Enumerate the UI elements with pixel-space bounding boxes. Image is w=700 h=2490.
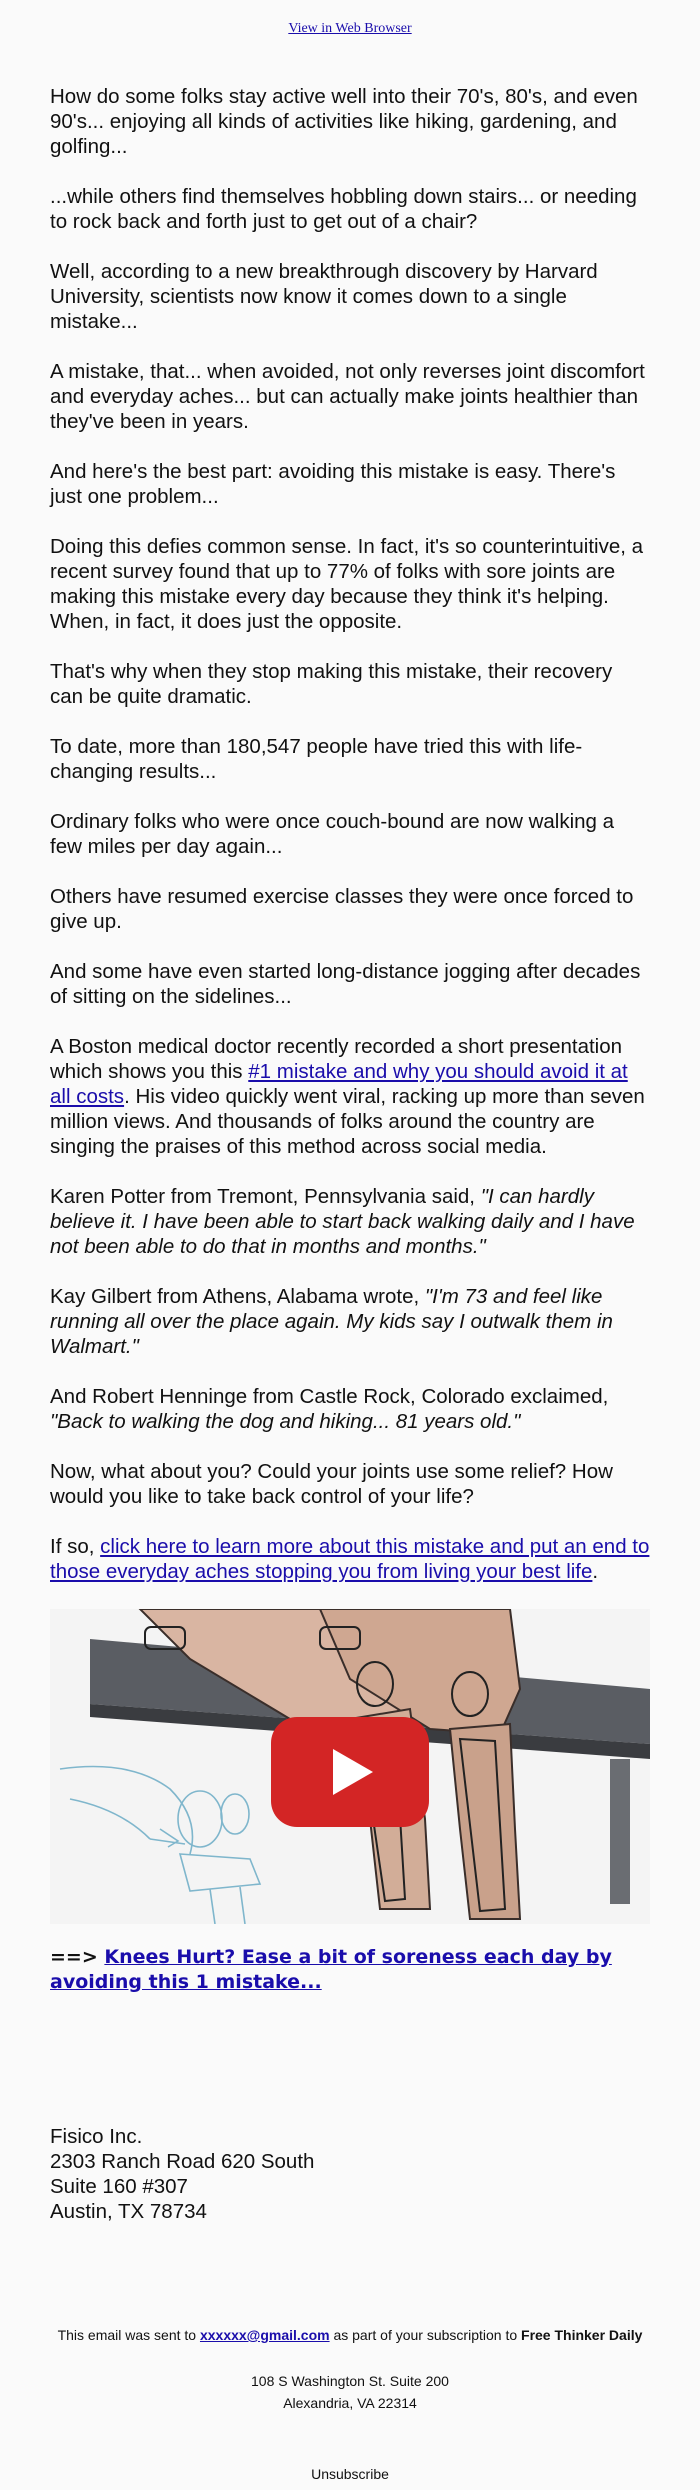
question-paragraph: Now, what about you? Could your joints use some relief? How would you like to take back control of your life?	[50, 1460, 613, 1508]
unsubscribe-link[interactable]: Unsubscribe	[311, 2466, 389, 2482]
view-in-browser-link[interactable]: View in Web Browser	[288, 21, 412, 36]
footer-address	[0, 2370, 700, 2414]
newsletter-name: Free Thinker Daily	[521, 2327, 643, 2343]
cta-block	[50, 1945, 650, 1995]
testimonial-intro: Karen Potter from Tremont, Pennsylvania said,	[50, 1185, 481, 1208]
testimonial	[50, 1184, 650, 1259]
address-line: 2303 Ranch Road 620 South	[50, 2150, 315, 2173]
learn-more-link[interactable]: click here to learn more about this mistake and put an end to those everyday aches stopping you from living your best life	[50, 1535, 650, 1583]
ifso-paragraph	[50, 1534, 650, 1584]
paragraph: Ordinary folks who were once couch-bound are now walking a few miles per day again...	[50, 810, 615, 858]
paragraph: Others have resumed exercise classes they were once forced to give up.	[50, 885, 634, 933]
footer-address-line: Alexandria, VA 22314	[283, 2395, 417, 2411]
paragraph: And some have even started long-distance jogging after decades of sitting on the sidelines...	[50, 960, 641, 1008]
paragraph: ...while others find themselves hobbling down stairs... or needing to rock back and forth just to get out of a chair?	[50, 185, 637, 233]
footer-sent-prefix: This email was sent to	[57, 2327, 200, 2343]
company-address	[50, 2124, 314, 2224]
footer-address-line: 108 S Washington St. Suite 200	[251, 2373, 449, 2389]
paragraph: How do some folks stay active well into their 70's, 80's, and even 90's... enjoying all kinds of activities like hiking, gardening, and golfing...	[50, 85, 638, 158]
paragraph: To date, more than 180,547 people have tried this with life-changing results...	[50, 735, 583, 783]
doctor-text-before: A Boston medical doctor recently recorded a short presentation which shows you this	[50, 1035, 623, 1083]
recipient-email-link[interactable]: xxxxxx@gmail.com	[199, 2327, 330, 2343]
testimonial-quote: "Back to walking the dog and hiking... 81 years old."	[50, 1410, 521, 1433]
testimonial-intro: Kay Gilbert from Athens, Alabama wrote,	[50, 1285, 425, 1308]
testimonial-intro: And Robert Henninge from Castle Rock, Colorado exclaimed,	[50, 1385, 609, 1408]
testimonial	[50, 1284, 650, 1359]
address-line: Austin, TX 78734	[50, 2200, 207, 2223]
footer-sent-middle: as part of your subscription to	[329, 2327, 522, 2343]
testimonial-quote: "I can hardly believe it. I have been able to start back walking daily and I have not been able to do that in months and months."	[50, 1185, 635, 1258]
paragraph: And here's the best part: avoiding this mistake is easy. There's just one problem...	[50, 460, 616, 508]
ifso-text-after: .	[592, 1560, 599, 1583]
testimonial	[50, 1384, 650, 1434]
top-bar	[0, 19, 700, 37]
address-line: Fisico Inc.	[50, 2125, 143, 2148]
play-button[interactable]	[271, 1717, 429, 1827]
doctor-paragraph	[50, 1034, 650, 1159]
ifso-text-before: If so,	[50, 1535, 101, 1558]
play-icon	[271, 1717, 429, 1827]
footer-sent-notice	[0, 2327, 700, 2343]
paragraph: A mistake, that... when avoided, not only reverses joint discomfort and everyday aches... but can actually make joints healthier than they've been in years.	[50, 360, 645, 433]
testimonial-quote: "I'm 73 and feel like running all over the place again. My kids say I outwalk them in Walmart."	[50, 1285, 613, 1358]
mistake-link[interactable]: #1 mistake and why you should avoid it at all costs	[50, 1060, 628, 1108]
paragraph: Well, according to a new breakthrough discovery by Harvard University, scientists now know it comes down to a single mistake...	[50, 260, 598, 333]
paragraph: Doing this defies common sense. In fact, it's so counterintuitive, a recent survey found that up to 77% of folks with sore joints are making this mistake every day because they think it's helping. When, in fact, it does just the opposite.	[50, 535, 644, 633]
paragraph: That's why when they stop making this mistake, their recovery can be quite dramatic.	[50, 660, 613, 708]
email-body	[50, 84, 650, 1995]
doctor-text-after: . His video quickly went viral, racking up more than seven million views. And thousands of folks around the country are singing the praises of this method across social media.	[50, 1085, 645, 1158]
footer-unsubscribe	[0, 2466, 700, 2482]
video-thumbnail[interactable]	[50, 1609, 650, 1924]
address-line: Suite 160 #307	[50, 2175, 188, 2198]
cta-link[interactable]: Knees Hurt? Ease a bit of soreness each day by avoiding this 1 mistake...	[50, 1946, 612, 1993]
cta-arrow: ==>	[50, 1946, 105, 1968]
